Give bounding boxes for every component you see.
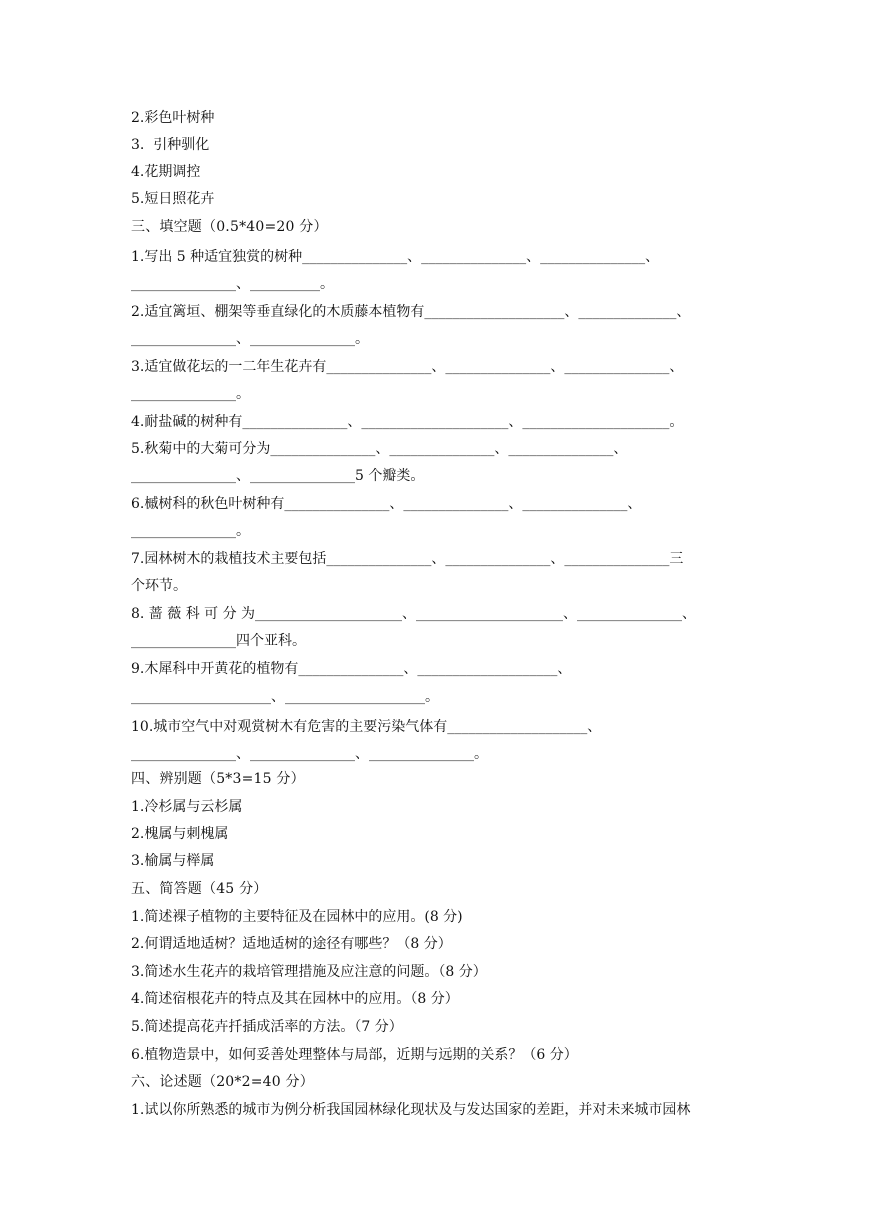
question-line: 1.冷杉属与云杉属 [131, 799, 243, 815]
question-line: 5.简述提高花卉扦插成活率的方法。（7 分） [131, 1019, 403, 1035]
question-line-continued: _______________、_______________、_______________。 [131, 746, 488, 762]
question-line-continued: _______________。 [131, 386, 250, 402]
section-heading: 四、辨别题（5*3=15 分） [131, 771, 305, 787]
question-line: 2.槐属与刺槐属 [131, 826, 229, 842]
question-line: 3. 引种驯化 [131, 137, 210, 153]
question-line-continued: ____________________、____________________。 [131, 689, 439, 705]
question-line: 3.适宜做花坛的一二年生花卉有_______________、_______________、_______________、 [131, 359, 684, 375]
question-line-continued: 个环节。 [131, 578, 187, 594]
question-line-continued: _______________四个亚科。 [131, 633, 306, 649]
section-heading: 六、论述题（20*2=40 分） [131, 1074, 314, 1090]
question-line: 5.秋菊中的大菊可分为_______________、_______________、_______________、 [131, 441, 628, 457]
question-line: 2.适宜篱垣、棚架等垂直绿化的木质藤本植物有____________________、______________、 [131, 304, 691, 320]
question-line: 3.简述水生花卉的栽培管理措施及应注意的问题。（8 分） [131, 964, 487, 980]
question-line: 4.耐盐碱的树种有_______________、_____________________、_____________________。 [131, 414, 684, 430]
question-line: 4.简述宿根花卉的特点及其在园林中的应用。（8 分） [131, 991, 459, 1007]
question-line: 1.简述裸子植物的主要特征及在园林中的应用。(8 分) [131, 909, 463, 925]
question-line: 8. 蔷 薇 科 可 分 为_____________________、_____________________、_______________、 [131, 606, 697, 622]
section-heading: 三、填空题（0.5*40=20 分） [131, 219, 328, 235]
question-line: 2.彩色叶树种 [131, 110, 215, 126]
question-line: 10.城市空气中对观赏树木有危害的主要污染气体有____________________、 [131, 719, 602, 735]
question-line: 3.榆属与榉属 [131, 853, 215, 869]
question-line: 6.槭树科的秋色叶树种有_______________、_______________、_______________、 [131, 496, 642, 512]
question-line-continued: _______________、_______________。 [131, 331, 369, 347]
question-line: 5.短日照花卉 [131, 191, 215, 207]
question-line: 6.植物造景中，如何妥善处理整体与局部，近期与远期的关系？（6 分） [131, 1047, 578, 1063]
question-line: 4.花期调控 [131, 164, 201, 180]
question-line: 2.何谓适地适树？适地适树的途径有哪些？（8 分） [131, 936, 452, 952]
question-line: 7.园林树木的栽植技术主要包括_______________、_______________、_______________三 [131, 551, 684, 567]
question-line-continued: _______________、__________。 [131, 276, 334, 292]
question-line: 9.木犀科中开黄花的植物有_______________、____________________、 [131, 661, 572, 677]
question-line-continued: _______________、_______________5 个瓣类。 [131, 468, 425, 484]
question-line: 1.试以你所熟悉的城市为例分析我国园林绿化现状及与发达国家的差距，并对未来城市园林 [131, 1102, 691, 1118]
question-line: 1.写出 5 种适宜独赏的树种_______________、_______________、_______________、 [131, 249, 660, 265]
section-heading: 五、简答题（45 分） [131, 881, 268, 897]
question-line-continued: _______________。 [131, 523, 250, 539]
